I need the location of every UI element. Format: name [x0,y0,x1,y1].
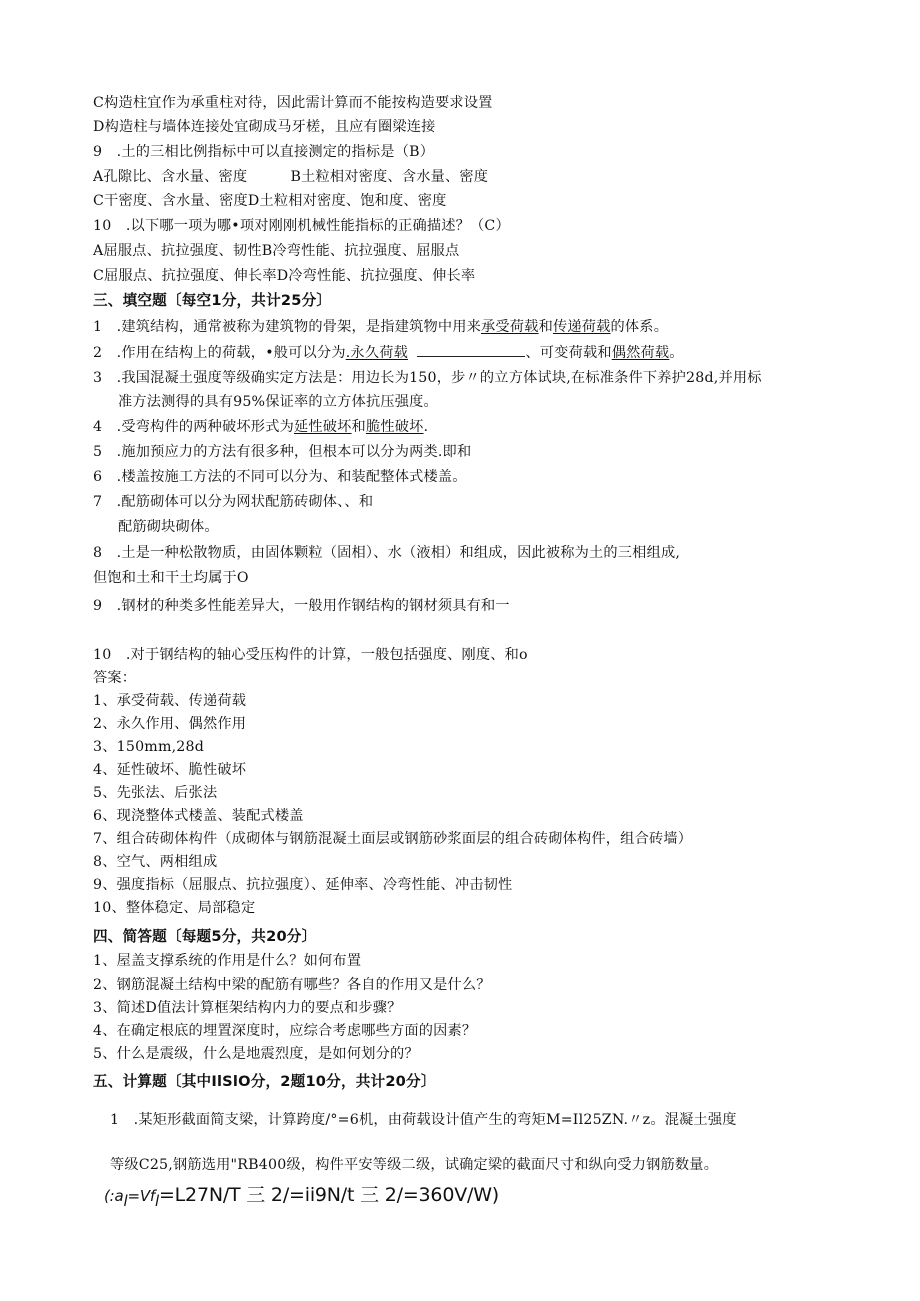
fill-1-suffix: 的体系。 [610,319,669,335]
short-answer-item: 2、钢筋混凝土结构中梁的配筋有哪些？各自的作用又是什么？ [93,977,491,993]
answers-heading: 答案： [93,670,137,686]
section5-heading: 五、计算题〔其中IlSlO分，2题10分，共计20分〕 [93,1073,436,1090]
fill-question-7-line1: 7 .配筋砌体可以分为网状配筋砖砌体、、和 [93,494,374,510]
short-answer-item: 1、屋盖支撑系统的作用是什么？如何布置 [93,953,362,969]
answer-item: 8、空气、两相组成 [93,854,218,870]
formula-part-a: (:a [104,1187,124,1205]
fill-question-8-line2: 但饱和土和干土均属于O [93,570,249,586]
answer-item: 6、现浇整体式楼盖、装配式楼盖 [93,808,304,824]
formula-part-e: =L27N/T 三 2/=ii9N/t 三 2/=360V/W) [158,1184,500,1206]
calc-question-1-formula [104,1183,499,1213]
answer-item: 10、整体稳定、局部稳定 [93,900,256,916]
fill-question-7-line2: 配筋砌块砌体。 [118,519,219,535]
answer-item: 1、承受荷载、传递荷载 [93,693,247,709]
section4-heading: 四、简答题〔每题5分，共20分〕 [93,928,317,945]
fill-question-10: 10 .对于钢结构的轴心受压构件的计算，一般包括强度、刚度、和o [93,647,528,663]
fill-1-prefix: 1 .建筑结构，通常被称为建筑物的骨架，是指建筑物中用来 [93,319,482,335]
q9-options-ab: A孔隙比、含水量、密度 B土粒相对密度、含水量、密度 [93,169,489,185]
fill-question-2 [93,344,684,362]
fill-2-blank [417,344,525,357]
calc-question-1-line1: 1 .某矩形截面简支梁，计算跨度/°=6机，由荷载设计值产生的弯矩M=Il25ZN.〃z。混凝土强度 [110,1112,737,1128]
fill-2-suffix: 。 [669,345,684,361]
fill-question-3-line1: 3 .我国混凝土强度等级确实定方法是：用边长为150，步〃的立方体试块,在标准条件下养护28d,并用标 [93,370,762,386]
short-answer-item: 3、简述D值法计算框架结构内力的要点和步骤？ [93,1000,402,1016]
fill-4-suffix: . [423,419,429,435]
fill-question-4 [93,418,428,436]
short-answer-item: 5、什么是震级，什么是地震烈度，是如何划分的？ [93,1046,419,1062]
option-d-text: D构造柱与墙体连接处宜砌成马牙槎，且应有圈梁连接 [93,119,436,135]
short-answer-item: 4、在确定根底的埋置深度时，应综合考虑哪些方面的因素？ [93,1023,477,1039]
answer-item: 3、150mm,28d [93,739,205,755]
section3-heading: 三、填空题〔每空1分，共计25分〕 [93,292,332,309]
option-c-text: C构造柱宜作为承重柱对待，因此需计算而不能按构造要求设置 [93,95,493,111]
fill-2-answer-2: 偶然荷载 [611,345,670,361]
q10-stem: 10 .以下哪一项为哪•项对刚刚机械性能指标的正确描述？（C） [93,218,510,234]
fill-question-5: 5 .施加预应力的方法有很多种，但根本可以分为两类.即和 [93,444,472,460]
fill-2-mid: 、可变荷载和 [525,345,612,361]
q9-stem: 9 .土的三相比例指标中可以直接测定的指标是（B） [93,144,435,160]
fill-question-8-line1: 8 .土是一种松散物质，由固体颗粒（固相）、水（液相）和组成，因此被称为土的三相组成, [93,545,681,561]
answer-item: 9、强度指标（屈服点、抗拉强度）、延伸率、冷弯性能、冲击韧性 [93,877,513,893]
fill-4-answer-1: 延性破坏 [293,419,352,435]
fill-4-mid: 和 [351,419,366,435]
q9-options-cd: C干密度、含水量、密度D土粒相对密度、饱和度、密度 [93,193,447,209]
formula-sub-1: l [123,1191,128,1210]
fill-2-answer-1: .永久荷载 [345,345,408,361]
formula-sub-2: l [154,1191,159,1210]
calc-question-1-line2: 等级C25,钢筋选用"RB400级，构件平安等级二级，试确定梁的截面尺寸和纵向受力钢筋数量。 [110,1157,719,1173]
q10-options-cd: C屈服点、抗拉强度、伸长率D冷弯性能、抗拉强度、伸长率 [93,268,476,284]
fill-question-1 [93,318,668,336]
fill-question-9: 9 .钢材的种类多性能差异大，一般用作钢结构的钢材须具有和一 [93,598,510,614]
fill-1-mid: 和 [538,319,553,335]
formula-part-c: =Vf [127,1187,155,1205]
fill-question-6: 6 .楼盖按施工方法的不同可以分为、和装配整体式楼盖。 [93,469,467,485]
fill-2-prefix: 2 .作用在结构上的荷载，•般可以分为 [93,345,346,361]
answer-item: 2、永久作用、偶然作用 [93,716,247,732]
fill-1-answer-2: 传递荷载 [552,319,611,335]
answer-item: 7、组合砖砌体构件（成砌体与钢筋混凝土面层或钢筋砂浆面层的组合砖砌体构件，组合砖墙） [93,831,693,847]
fill-1-answer-1: 承受荷载 [481,319,539,335]
answer-item: 4、延性破坏、脆性破坏 [93,762,247,778]
fill-question-3-line2: 准方法测得的具有95%保证率的立方体抗压强度。 [118,394,438,410]
fill-4-answer-2: 脆性破坏 [365,419,424,435]
answer-item: 5、先张法、后张法 [93,785,218,801]
q10-options-ab: A屈服点、抗拉强度、韧性B冷弯性能、抗拉强度、屈服点 [93,243,460,259]
fill-4-prefix: 4 .受弯构件的两种破坏形式为 [93,419,294,435]
